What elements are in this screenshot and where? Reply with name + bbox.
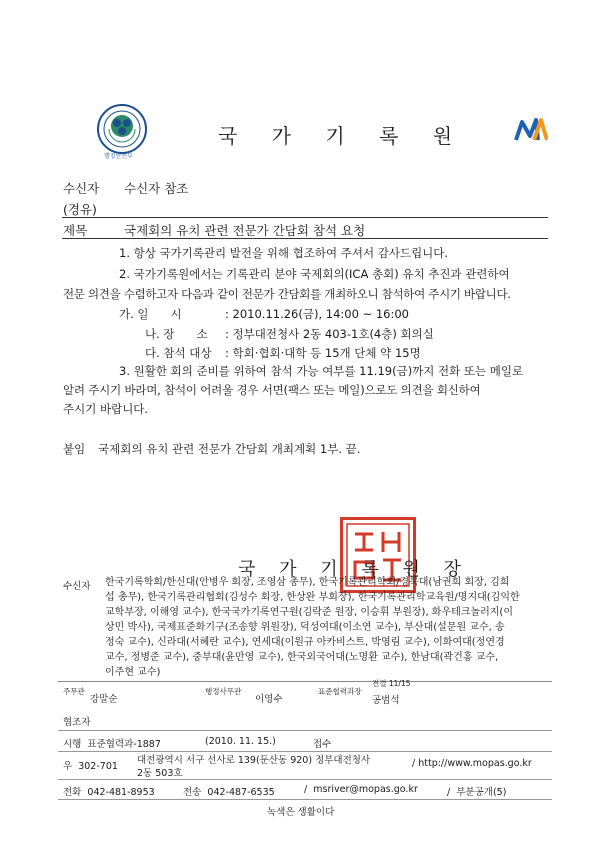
email-link[interactable]: / msriver@mopas.go.kr [304,784,418,795]
subject-label: 제목 [63,223,88,238]
enforcement-number: 시행 표준협력과-1887 [63,739,161,750]
chief-role: 표준협력과장 [318,687,362,696]
receipt-label: 접수 [313,739,332,750]
item-b-label: 나. 장 소 [145,327,208,341]
recipients-line: 교학부장, 이해영 교수), 한국국가기록연구원(김락준 원장, 이승휘 부원장), 화우테크놀러지(이 [105,607,513,618]
attachment-label: 붙임 [63,442,86,456]
admin-role: 행정사무관 [205,687,242,696]
recipients-list [105,575,535,680]
item-c-value: : 학회·협회·대학 등 15개 단체 약 15명 [225,346,421,360]
enforcement-date: (2010. 11. 15.) [205,736,276,747]
staff-name: 강말순 [90,694,118,705]
cooperation-label: 협조자 [63,717,91,728]
via-label: (경유) [63,202,97,217]
fax: 전송 042-487-6535 [183,787,275,798]
paragraph-3-line-3: 주시기 바랍니다. [63,402,149,416]
item-b-value: : 정부대전청사 2동 403-1호(4층) 회의실 [225,327,434,341]
website: / http://www.mopas.go.kr [412,758,532,769]
postal-code: 우 302-701 [63,761,118,772]
address-line-2: 2동 503호 [137,768,183,779]
paragraph-2-line-1: 2. 국가기록원에서는 기록관리 분야 국제회의(ICA 총회) 유치 추진과 관련하여 [119,267,510,281]
recipients-line: 정숙 교수), 신라대(서혜란 교수), 연세대(이원규 아카비스트, 박영림 교수), 이화여대(정연경 [105,637,505,648]
address-line-1: 대전광역시 서구 선사로 139(둔산동 920) 정부대전청사 [137,755,371,766]
subject-bottom-rule [62,238,548,239]
org-title: 국 가 기 록 원 [218,124,467,148]
recipients-line: 이주현 교수) [105,667,161,678]
chief-note: 전결 11/15 [372,679,411,688]
chief-name: 공범석 [372,695,400,706]
subject-top-rule [62,217,548,218]
footer-rule-3 [58,779,552,780]
recipients-line: 상민 박사), 국제표준화기구(조송향 위원장), 덕성여대(이소연 교수), 부산대(설문원 교수, 송 [105,622,505,633]
staff-role: 주무관 [63,687,85,696]
recipients-label: 수신자 [63,581,91,592]
sender-title: 국 가 기 록 원 장 [238,559,470,580]
disclosure: / 부분공개(5) [447,787,507,798]
paragraph-1: 1. 항상 국가기록관리 발전을 위해 협조하여 주셔서 감사드립니다. [119,246,449,260]
item-a-label: 가. 일 시 [119,307,182,321]
paragraph-3-line-1: 3. 원활한 회의 준비를 위하여 참석 가능 여부를 11.19(금)까지 전화 또는 메일로 [119,364,524,378]
paragraph-2-line-2: 전문 의견을 수렴하고자 다음과 같이 전문가 간담회를 개최하오니 참석하여 주시기 바랍니다. [63,287,511,301]
recipients-line: 교수, 정병준 교수), 중부대(윤만영 교수), 한국외국어대(노명환 교수), 한남대(곽건홍 교수, [105,652,499,663]
item-c-label: 다. 참석 대상 [145,346,212,360]
seal-caption: 행정안전부 [104,153,133,160]
footer-rule-4 [58,799,552,800]
recipient-value: 수신자 참조 [124,181,189,196]
national-archives-logo [514,116,548,142]
phone: 전화 042-481-8953 [63,787,155,798]
recipients-line: 섭 총무), 한국기록관리협회(김성수 회장, 한상완 부회장), 한국기록관리학교육원/명지대(김익한 [105,592,520,603]
recipient-label: 수신자 [63,181,100,196]
ministry-seal [97,104,147,154]
footer-rule-1 [58,730,552,731]
subject-value: 국제회의 유치 관련 전문가 간담회 참석 요청 [124,223,366,238]
paragraph-3-line-2: 알려 주시기 바라며, 참석이 어려울 경우 서면(팩스 또는 메일)으로도 의견을 회신하여 [63,383,481,397]
approvals-top-rule [58,681,552,682]
item-a-value: : 2010.11.26(금), 14:00 ~ 16:00 [225,307,409,321]
admin-name: 이영수 [255,694,283,705]
slogan: 녹색은 생활이다 [267,807,335,818]
recipients-line: 한국기록학회/한신대(안병우 회장, 조영삼 총무), 한국기록관리학회/경북대(남권희 회장, 김희 [105,577,510,588]
attachment-value: 국제회의 유치 관련 전문가 간담회 개최계획 1부. 끝. [98,442,361,456]
